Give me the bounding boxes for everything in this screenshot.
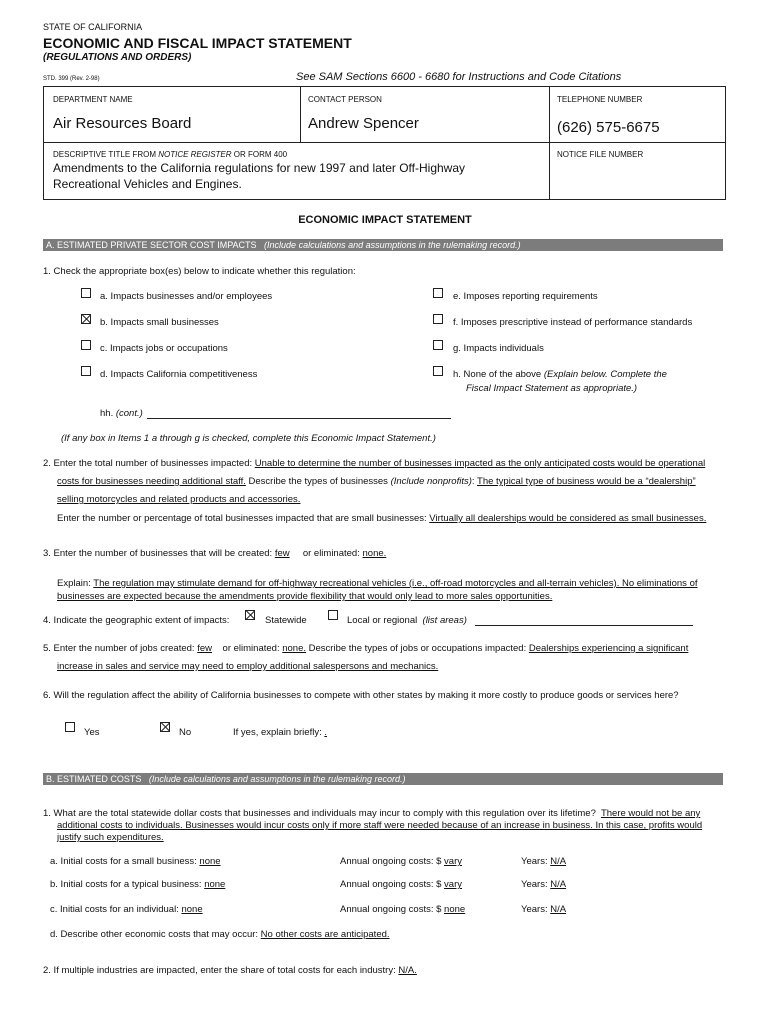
section-a-note: (Include calculations and assumptions in the rulemaking record.) — [264, 240, 521, 250]
question-2-types-cont: selling motorcycles and related products and accessories. — [57, 494, 301, 505]
costs-question-1: 1. What are the total statewide dollar costs that businesses and individuals may incur to comply with this regulation over its lifetime? There would not be any — [43, 808, 701, 819]
question-2-answer: Unable to determine the number of businesses impacted as the only anticipated costs would be operational — [254, 458, 706, 469]
cost-row-small-business: a. Initial costs for a small business: none — [50, 856, 221, 867]
q6-explain: If yes, explain briefly: . — [233, 727, 327, 738]
h-cont-line[interactable] — [147, 418, 451, 419]
department-label: DEPARTMENT NAME — [53, 95, 133, 104]
costs-question-1-line-2: additional costs to individuals. Businesses would incur costs only if more staff were needed because of an increase in business. In this case, profits would — [57, 820, 703, 831]
q6-no-label: No — [179, 727, 192, 738]
costs-question-1-line-3: justify such expenditures. — [57, 832, 164, 843]
checkbox-h-note: Fiscal Impact Statement as appropriate.) — [466, 383, 638, 394]
question-5: 5. Enter the number of jobs created: few or eliminated: none. Describe the types of jobs or occupations impacted: Dealerships experiencing a significant — [43, 643, 689, 654]
years-individual: Years: N/A — [521, 904, 567, 915]
section-b-label: B. ESTIMATED COSTS — [46, 774, 142, 784]
explain-line-1: Explain: The regulation may stimulate demand for off-highway recreational vehicles (i.e., off-road motorcycles and all-terrain vehicles). No eliminations of — [57, 578, 698, 589]
checkbox-a-label: a. Impacts businesses and/or employees — [100, 291, 273, 302]
explain-line-2: businesses are expected because the amendments provide flexibility that would only lead to more sales opportunities. — [57, 591, 553, 602]
question-2-small: Enter the number or percentage of total businesses impacted that are small businesses: Virtually all dealerships would be considered as small businesses. — [57, 513, 707, 524]
q6-yes-label: Yes — [84, 727, 100, 738]
question-1: 1. Check the appropriate box(es) below to indicate whether this regulation: — [43, 266, 356, 277]
if-any-note: (If any box in Items 1 a through g is checked, complete this Economic Impact Statement.) — [61, 433, 436, 444]
checkbox-e-label: e. Imposes reporting requirements — [453, 291, 598, 302]
notice-file-label: NOTICE FILE NUMBER — [557, 150, 644, 159]
cost-row-typical-business: b. Initial costs for a typical business: none — [50, 879, 226, 890]
checkbox-b[interactable] — [81, 314, 91, 324]
form-title: ECONOMIC AND FISCAL IMPACT STATEMENT — [43, 35, 352, 51]
local-label: Local or regional (list areas) — [347, 615, 467, 626]
descriptive-title-label: DESCRIPTIVE TITLE FROM NOTICE REGISTER OR FORM 400 — [53, 150, 288, 159]
department-value[interactable]: Air Resources Board — [53, 115, 192, 132]
other-costs: d. Describe other economic costs that may occur: No other costs are anticipated. — [50, 929, 390, 940]
costs-question-2: 2. If multiple industries are impacted, enter the share of total costs for each industry: N/A. — [43, 965, 417, 976]
question-4: 4. Indicate the geographic extent of impacts: — [43, 615, 230, 626]
local-list-line[interactable] — [475, 625, 693, 626]
checkbox-g[interactable] — [433, 340, 443, 350]
phone-value[interactable]: (626) 575-6675 — [557, 119, 660, 136]
checkbox-g-label: g. Impacts individuals — [453, 343, 544, 354]
section-a-bar — [43, 239, 723, 251]
cost-row-individual: c. Initial costs for an individual: none — [50, 904, 203, 915]
checkbox-f-label: f. Imposes prescriptive instead of performance standards — [453, 317, 693, 328]
checkbox-e[interactable] — [433, 288, 443, 298]
checkbox-h-label: h. None of the above (Explain below. Complete the — [453, 369, 667, 380]
checkbox-c-label: c. Impacts jobs or occupations — [100, 343, 228, 354]
economic-impact-title: ECONOMIC IMPACT STATEMENT — [298, 214, 472, 226]
ongoing-small-business: Annual ongoing costs: $ vary — [340, 856, 462, 867]
q6-no-checkbox[interactable] — [160, 722, 170, 732]
years-typical-business: Years: N/A — [521, 879, 567, 890]
checkbox-h[interactable] — [433, 366, 443, 376]
question-6: 6. Will the regulation affect the ability of California businesses to compete with other states by making it more costly to produce goods or services here? — [43, 690, 679, 701]
sam-note: See SAM Sections 6600 - 6680 for Instructions and Code Citations — [296, 71, 622, 83]
question-2-types: costs for businesses needing additional staff. Describe the types of businesses (Include nonprofits): The typical type of business would be a “dealership” — [57, 476, 696, 487]
years-small-business: Years: N/A — [521, 856, 567, 867]
section-b-bar — [43, 773, 723, 785]
form-number: STD. 399 (Rev. 2-98) — [43, 76, 100, 82]
section-a-label: A. ESTIMATED PRIVATE SECTOR COST IMPACTS — [46, 240, 257, 250]
checkbox-d[interactable] — [81, 366, 91, 376]
local-checkbox[interactable] — [328, 610, 338, 620]
form-subtitle: (REGULATIONS AND ORDERS) — [43, 52, 192, 63]
checkbox-a[interactable] — [81, 288, 91, 298]
checkbox-b-label: b. Impacts small businesses — [100, 317, 219, 328]
statewide-label: Statewide — [265, 615, 307, 626]
ongoing-individual: Annual ongoing costs: $ none — [340, 904, 466, 915]
question-5-cont: increase in sales and service may need to employ additional salespersons and mechanics. — [57, 661, 439, 672]
checkbox-c[interactable] — [81, 340, 91, 350]
checkbox-f[interactable] — [433, 314, 443, 324]
descriptive-title-value[interactable]: Amendments to the California regulations for new 1997 and later Off-Highway Recreational Vehicles and Engines. — [53, 161, 466, 191]
h-cont-label: hh. (cont.) — [100, 408, 143, 419]
contact-value[interactable]: Andrew Spencer — [308, 115, 419, 132]
checkbox-d-label: d. Impacts California competitiveness — [100, 369, 258, 380]
q6-yes-checkbox[interactable] — [65, 722, 75, 732]
question-2: 2. Enter the total number of businesses impacted: Unable to determine the number of businesses impacted as the only anticipated costs would be operational — [43, 458, 706, 469]
ongoing-typical-business: Annual ongoing costs: $ vary — [340, 879, 462, 890]
statewide-checkbox[interactable] — [245, 610, 255, 620]
phone-label: TELEPHONE NUMBER — [557, 95, 643, 104]
section-b-note: (Include calculations and assumptions in the rulemaking record.) — [148, 774, 406, 784]
question-3: 3. Enter the number of businesses that will be created: few or eliminated: none. — [43, 548, 387, 559]
contact-label: CONTACT PERSON — [308, 95, 382, 104]
state-label: STATE OF CALIFORNIA — [43, 22, 143, 32]
